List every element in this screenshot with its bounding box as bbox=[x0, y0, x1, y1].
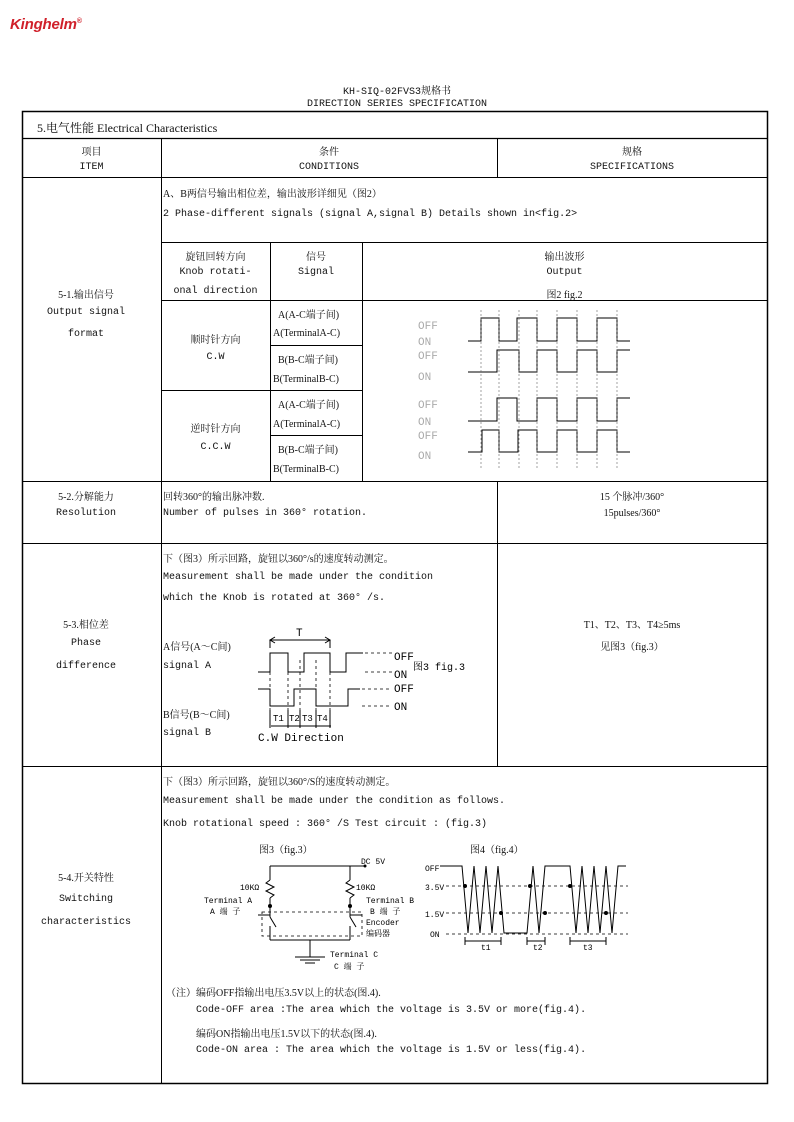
fig4-t2: t2 bbox=[533, 944, 543, 953]
phase-b-off: OFF bbox=[394, 684, 414, 696]
brand-name: Kinghelm bbox=[10, 16, 77, 33]
s3-sigA-en: signal A bbox=[163, 661, 212, 672]
circuit-r1: 10KΩ bbox=[240, 884, 260, 893]
s2-cond-cn: 回转360°的输出脉冲数. bbox=[163, 492, 265, 503]
s4-cond-en2: Knob rotational speed : 360° /S Test circuit : (fig.3) bbox=[163, 819, 488, 830]
s4-note3: 编码ON指输出电压1.5V以下的状态(图.4). bbox=[196, 1029, 377, 1040]
s3-spec2: 见图3（fig.3） bbox=[600, 642, 664, 653]
s4-cond-en1: Measurement shall be made under the condition as follows. bbox=[163, 796, 506, 807]
s1-h-dir-en2: onal direction bbox=[173, 286, 258, 297]
wf-ccw-a-on: ON bbox=[418, 417, 432, 429]
s2-spec-cn: 15 个脉冲/360° bbox=[599, 492, 665, 503]
s4-note2: Code-OFF area :The area which the voltage is 3.5V or more(fig.4). bbox=[196, 1005, 587, 1016]
phase-t3: T3 bbox=[302, 714, 313, 724]
s4-label-cn: 5-4.开关特性 bbox=[58, 873, 114, 884]
phase-t4: T4 bbox=[317, 714, 328, 724]
s4-note4: Code-ON area : The area which the voltage is 1.5V or less(fig.4). bbox=[196, 1045, 587, 1056]
s4-note1: （注）编码OFF指输出电压3.5V以上的状态(图.4). bbox=[166, 988, 381, 999]
circuit-termA2: A 端 子 bbox=[210, 908, 241, 917]
wf-ccw-b-off: OFF bbox=[418, 431, 438, 443]
s3-sigB-en: signal B bbox=[163, 728, 212, 739]
col-item-cn: 项目 bbox=[81, 147, 102, 158]
s3-sigB-cn: B信号(B～C间) bbox=[163, 710, 230, 721]
s1-desc-cn: A、B两信号输出相位差，输出波形详细见（图2） bbox=[163, 189, 382, 200]
phase-T-label: T bbox=[296, 628, 303, 640]
section-title: 5.电气性能 Electrical Characteristics bbox=[37, 121, 218, 135]
phase-direction: C.W Direction bbox=[258, 733, 344, 745]
wf-cw-a-on: ON bbox=[418, 337, 432, 349]
col-cond-en: CONDITIONS bbox=[298, 162, 359, 173]
circuit-termA1: Terminal A bbox=[204, 897, 253, 906]
col-cond-cn: 条件 bbox=[319, 147, 339, 158]
s1-cw-en: C.W bbox=[206, 352, 225, 363]
s3-sigA-cn: A信号(A～C间) bbox=[163, 642, 231, 653]
phase-t1: T1 bbox=[273, 714, 284, 724]
s2-spec-en: 15pulses/360° bbox=[603, 508, 661, 519]
fig4-wave bbox=[440, 866, 626, 933]
s1-h-sig-cn: 信号 bbox=[306, 252, 326, 263]
s3-cond-en2: which the Knob is rotated at 360° /s. bbox=[163, 593, 386, 604]
s2-label-cn: 5-2.分解能力 bbox=[58, 492, 114, 503]
s3-spec1: T1、T2、T3、T4≥5ms bbox=[583, 620, 681, 631]
fig4-t3: t3 bbox=[583, 944, 593, 953]
s4-label-en2: characteristics bbox=[40, 917, 131, 928]
s1-h-out-cn: 输出波形 bbox=[544, 252, 585, 263]
s4-fig4-title: 图4（fig.4） bbox=[470, 845, 524, 856]
wf-cw-b-off: OFF bbox=[418, 351, 438, 363]
col-spec-cn: 规格 bbox=[622, 147, 642, 158]
s1-ccw-sigB-cn: B(B-C端子间) bbox=[278, 445, 338, 456]
fig4-t1: t1 bbox=[481, 944, 491, 953]
s3-label-cn: 5-3.相位差 bbox=[63, 620, 109, 631]
s1-ccw-sigB-en: B(TerminalB-C) bbox=[273, 464, 339, 475]
s1-desc-en: 2 Phase-different signals (signal A,signal B) Details shown in<fig.2> bbox=[163, 209, 578, 220]
s1-cw-sigA-cn: A(A-C端子间) bbox=[278, 310, 340, 321]
phase-fig-label: 图3 fig.3 bbox=[413, 663, 466, 674]
wf-cw-b-on: ON bbox=[418, 372, 432, 384]
s1-ccw-cn: 逆时针方向 bbox=[190, 424, 241, 435]
col-item-en: ITEM bbox=[79, 162, 104, 173]
s1-h-dir-cn: 旋钮回转方向 bbox=[185, 252, 246, 263]
wf-ccw-a-off: OFF bbox=[418, 400, 438, 412]
s1-h-out-fig: 图2 fig.2 bbox=[546, 290, 583, 301]
s4-fig3-title: 图3（fig.3） bbox=[259, 845, 313, 856]
fig4-15v: 1.5V bbox=[425, 911, 445, 920]
s1-cw-cn: 顺时针方向 bbox=[190, 335, 241, 346]
col-spec-en: SPECIFICATIONS bbox=[589, 162, 674, 173]
fig4-off: OFF bbox=[425, 865, 440, 874]
phase-t2: T2 bbox=[289, 714, 300, 724]
circuit-enc2: 编码器 bbox=[366, 930, 390, 939]
s1-label-en2: format bbox=[67, 329, 104, 340]
circuit-r2: 10KΩ bbox=[356, 884, 376, 893]
s3-cond-cn: 下（图3）所示回路，旋钮以360°/s的速度转动测定。 bbox=[163, 554, 394, 565]
s1-h-dir-en1: Knob rotati- bbox=[179, 267, 252, 278]
s1-ccw-sigA-en: A(TerminalA-C) bbox=[273, 419, 341, 430]
phase-a-off: OFF bbox=[394, 652, 414, 664]
wf-ccw-b-on: ON bbox=[418, 451, 432, 463]
s1-ccw-en: C.C.W bbox=[200, 442, 231, 453]
s1-h-out-en: Output bbox=[546, 267, 583, 278]
s4-cond-cn: 下（图3）所示回路，旋钮以360°/S的速度转动测定。 bbox=[163, 777, 396, 788]
s1-cw-sigB-en: B(TerminalB-C) bbox=[273, 374, 339, 385]
brand-mark: ® bbox=[76, 18, 82, 25]
s1-cw-sigA-en: A(TerminalA-C) bbox=[273, 328, 341, 339]
s2-label-en: Resolution bbox=[55, 508, 116, 519]
s3-cond-en1: Measurement shall be made under the condition bbox=[163, 572, 434, 583]
circuit-termC1: Terminal C bbox=[330, 951, 379, 960]
doc-title: KH-SIQ-02FVS3规格书 bbox=[342, 87, 451, 98]
circuit-dc: DC 5V bbox=[361, 858, 386, 867]
circuit-termB2: B 端 子 bbox=[370, 908, 401, 917]
fig4-on: ON bbox=[430, 931, 440, 940]
s4-label-en1: Switching bbox=[58, 894, 113, 905]
phase-b-on: ON bbox=[394, 702, 408, 714]
s3-label-en2: difference bbox=[55, 661, 116, 672]
wf-cw-a-off: OFF bbox=[418, 321, 438, 333]
s2-cond-en: Number of pulses in 360° rotation. bbox=[163, 508, 368, 519]
circuit-enc1: Encoder bbox=[366, 919, 400, 928]
circuit-termB1: Terminal B bbox=[366, 897, 415, 906]
s3-label-en1: Phase bbox=[70, 638, 101, 649]
fig4-35v: 3.5V bbox=[425, 884, 445, 893]
s1-h-sig-en: Signal bbox=[297, 267, 334, 278]
doc-subtitle: DIRECTION SERIES SPECIFICATION bbox=[306, 99, 488, 110]
s1-ccw-sigA-cn: A(A-C端子间) bbox=[278, 400, 340, 411]
s1-cw-sigB-cn: B(B-C端子间) bbox=[278, 355, 338, 366]
circuit-termC2: C 端 子 bbox=[334, 963, 365, 972]
s1-label-en1: Output signal bbox=[46, 307, 125, 318]
phase-a-on: ON bbox=[394, 670, 408, 682]
s1-label-cn: 5-1.输出信号 bbox=[58, 290, 114, 301]
